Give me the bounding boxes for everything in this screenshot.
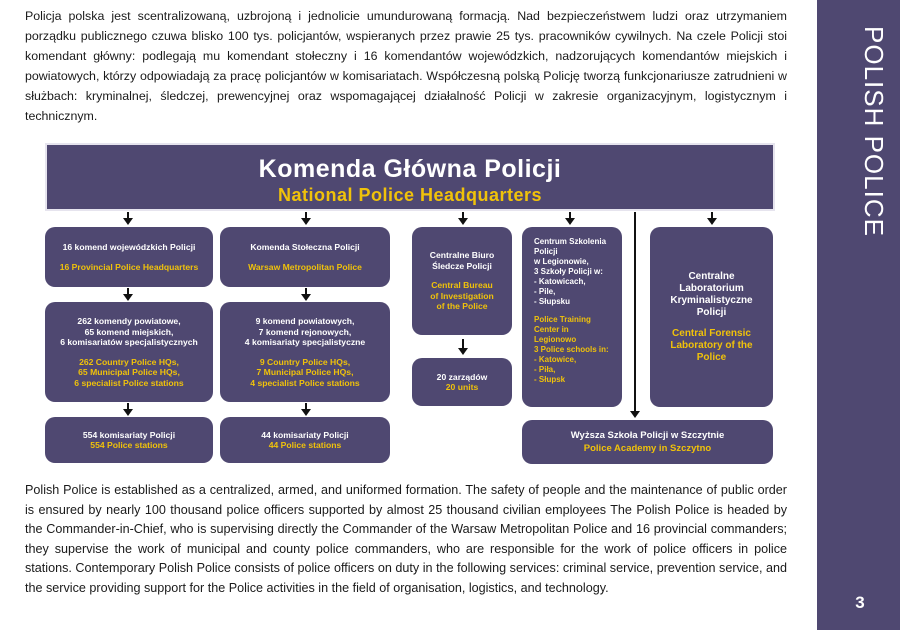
cbs-units-box — [412, 358, 512, 406]
training-en-6: - Piła, — [534, 365, 556, 374]
training-en-1: Police Training — [534, 315, 591, 324]
academy-pl: Wyższa Szkoła Policji w Szczytnie — [570, 430, 725, 441]
cbs-name-en-1: Central Bureau — [431, 280, 493, 291]
forensic-pl-2: Laboratorium — [679, 282, 744, 294]
metropolitan-units-box — [220, 302, 390, 402]
training-pl-3: w Legionowie, — [534, 257, 589, 266]
metropolitan-units-en-1: 9 Country Police HQs, — [259, 356, 351, 367]
provincial-units-en-2: 65 Municipal Police HQs, — [78, 367, 180, 377]
forensic-pl-4: Policji — [696, 306, 727, 318]
provincial-units-en-1: 262 Country Police HQs, — [79, 356, 179, 367]
cbs-name-en-3: of the Police — [436, 301, 488, 312]
training-en-5: - Katowice, — [534, 355, 577, 364]
training-pl-6: - Pile, — [534, 287, 556, 296]
provincial-units-pl-3: 6 komisariatów specjalistycznych — [60, 337, 198, 347]
cbs-name-pl-2: Śledcze Policji — [432, 260, 492, 271]
metropolitan-units-en-2: 7 Municipal Police HQs, — [256, 367, 354, 377]
headquarters-name-pl: Komenda Główna Policji — [258, 155, 562, 183]
training-pl-2: Policji — [534, 247, 558, 256]
metropolitan-units-pl-1: 9 komend powiatowych, — [255, 316, 355, 326]
metropolitan-stations-box — [220, 417, 390, 463]
training-pl-1: Centrum Szkolenia — [534, 237, 607, 246]
forensic-en-2: Laboratory of the — [670, 339, 753, 351]
headquarters-name-en: National Police Headquarters — [277, 185, 543, 205]
metropolitan-units-pl-3: 4 komisariaty specjalistyczne — [244, 337, 366, 347]
forensic-pl-3: Kryminalistyczne — [670, 294, 753, 306]
academy-en: Police Academy in Szczytno — [583, 443, 712, 454]
metropolitan-hq-en: Warsaw Metropolitan Police — [248, 261, 362, 272]
metropolitan-units-en-3: 4 specialist Police stations — [250, 377, 360, 388]
training-en-3: Legionowo — [534, 335, 577, 344]
section-title: POLISH POLICE — [859, 26, 889, 237]
provincial-units-box — [45, 302, 213, 402]
english-description-paragraph: Polish Police is established as a centralized, armed, and uniformed formation. The safety of people and the maintenance of public order is ensured by nearly 100 thousand police officers supported by almost 25 thousand civilian employees The Polish Police is headed by the Commander-in-Chief, who is supervising directly the Commander of the Warsaw Metropolitan Police and 16 provincial commanders; they supervise the work of municipal and county police commanders, who are responsible for the work of police officers in police stations. Contemporary Polish Police consists of police officers on duty in the following services: criminal service, prevention service, and the service providing support for the Police activities in the field of organisation, logistics, and technology. — [25, 483, 787, 595]
cbs-units-pl: 20 zarządów — [436, 371, 488, 382]
training-pl-5: - Katowicach, — [534, 277, 586, 286]
metropolitan-stations-pl: 44 komisariaty Policji — [261, 429, 349, 440]
training-en-2: Center in — [534, 325, 569, 334]
provincial-hq-pl: 16 komend wojewódzkich Policji — [62, 242, 196, 252]
training-pl-7: - Słupsku — [534, 297, 571, 306]
cbs-name-en-2: of Investigation — [430, 290, 494, 301]
metropolitan-stations-en: 44 Police stations — [268, 440, 342, 450]
metropolitan-units-pl-2: 7 komend rejonowych, — [258, 326, 352, 337]
police-academy-box — [522, 420, 773, 464]
cbs-units-en: 20 units — [445, 382, 479, 392]
forensic-en-1: Central Forensic — [672, 327, 751, 339]
cbs-box — [412, 227, 512, 335]
training-pl-4: 3 Szkoły Policji w: — [534, 267, 603, 276]
page-number: 3 — [855, 593, 865, 612]
training-center-box — [522, 227, 622, 407]
provincial-stations-en: 554 Police stations — [90, 440, 168, 450]
provincial-units-en-3: 6 specialist Police stations — [74, 377, 184, 388]
provincial-hq-en: 16 Provincial Police Headquarters — [59, 261, 199, 272]
metropolitan-hq-pl: Komenda Stołeczna Policji — [250, 242, 360, 252]
forensic-pl-1: Centralne — [688, 270, 735, 282]
provincial-units-pl-1: 262 komendy powiatowe, — [77, 316, 181, 326]
provincial-stations-pl: 554 komisariaty Policji — [82, 429, 176, 440]
cbs-name-pl-1: Centralne Biuro — [429, 250, 495, 261]
metropolitan-hq-box — [220, 227, 390, 287]
polish-description-paragraph: Policja polska jest scentralizowaną, uzbrojoną i jednolicie umundurowaną formacją. Nad bezpieczeństwem ludzi oraz utrzymaniem porządku publicznego czuwa blisko 100 tys. policjantów, wspieranych przez prawie 25 tys. pracowników cywilnych. Na czele Policji stoi komendant główny: podlegają mu komendant stołeczny i 16 komendantów wojewódzkich, nadzorujących komendantów miejskich i powiatowych, którzy odpowiadają za pracę policjantów w komisariatach. Współczesną polską Policję tworzą funkcjonariusze zatrudnieni w służbach: kryminalnej, śledczej, prewencyjnej oraz wspomagającej działalność Policji w zakresie organizacyjnym, logistycznym i technicznym. — [25, 9, 787, 123]
forensic-en-3: Police — [696, 351, 727, 363]
provincial-hq-box — [45, 227, 213, 287]
forensic-lab-box — [650, 227, 773, 407]
provincial-stations-box — [45, 417, 213, 463]
provincial-units-pl-2: 65 komend miejskich, — [84, 326, 174, 337]
headquarters-box — [45, 143, 775, 211]
training-en-7: - Słupsk — [534, 375, 566, 384]
training-en-4: 3 Police schools in: — [534, 345, 609, 354]
